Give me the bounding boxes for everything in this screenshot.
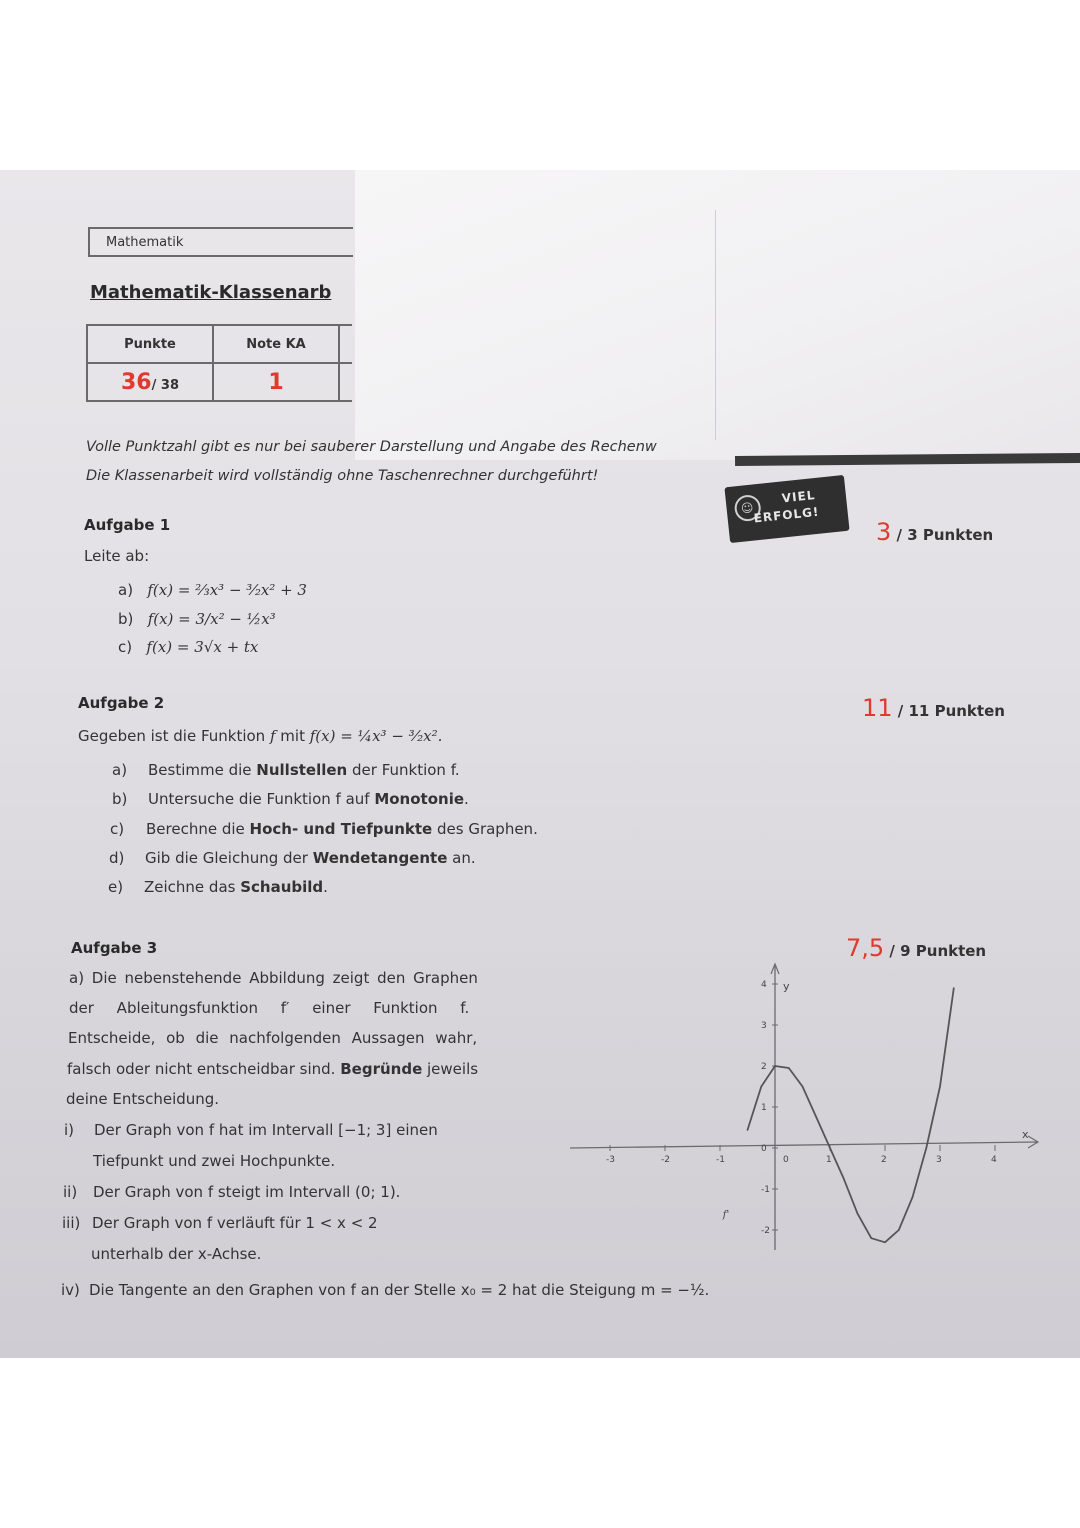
task2-intro: Gegeben ist die Funktion f mit f(x) = ¼x³ − ³⁄₂x². — [78, 727, 443, 745]
note-line-1: Volle Punktzahl gibt es nur bei sauberer Darstellung und Angabe des Rechenw — [86, 439, 657, 455]
task2-item-c: c) Berechne die Hoch- und Tiefpunkte des Graphen. — [110, 820, 538, 838]
task1-intro: Leite ab: — [84, 547, 150, 565]
exam-title: Mathematik-Klassenarb — [90, 282, 332, 303]
stamp-line-1: VIEL — [781, 488, 817, 506]
curve-point — [802, 1086, 804, 1088]
curve-point — [829, 1147, 831, 1149]
task3-statement-i-cont: Tiefpunkt und zwei Hochpunkte. — [93, 1152, 336, 1170]
curve-point — [788, 1067, 790, 1069]
curve-point — [760, 1086, 762, 1088]
curve-point — [843, 1178, 845, 1180]
y-tick-label: 3 — [761, 1021, 767, 1031]
x-tick-label: -1 — [716, 1155, 725, 1165]
task2-item-d: d) Gib die Gleichung der Wendetangente an. — [109, 849, 476, 867]
x-tick-label: -2 — [661, 1155, 670, 1165]
task1-item-a: a) f(x) = ⅔x³ − ³⁄₂x² + 3 — [118, 581, 307, 599]
task3-text-4: falsch oder nicht entscheidbar sind. Begründe jeweils — [67, 1060, 479, 1078]
task2-points-label: / 11 Punkten — [897, 702, 1005, 720]
task3-text-5: deine Entscheidung. — [66, 1090, 220, 1108]
x-tick-label: 0 — [783, 1155, 789, 1165]
subject-label: Mathematik — [106, 235, 184, 250]
task3-statement-i: i) Der Graph von f hat im Intervall [−1; 3] einen — [64, 1121, 438, 1139]
task1-item-b: b) f(x) = 3/x² − ½x³ — [118, 610, 276, 628]
task3-title: Aufgabe 3 — [71, 939, 158, 957]
x-tick-label: 4 — [991, 1155, 997, 1165]
grade-cell — [213, 363, 339, 401]
x-tick-label: 2 — [881, 1155, 887, 1165]
grade-written: 1 — [268, 369, 284, 395]
points-header: Punkte — [87, 325, 213, 363]
curve-point — [815, 1116, 817, 1118]
curve-label: f' — [722, 1209, 730, 1221]
task2-item-b: b) Untersuche die Funktion f auf Monotonie. — [112, 790, 469, 808]
derivative-graph — [560, 950, 1060, 1260]
task3-statement-iii-cont: unterhalb der x-Achse. — [91, 1245, 262, 1263]
x-tick-label: 1 — [826, 1155, 832, 1165]
curve-point — [898, 1229, 900, 1231]
points-cell — [87, 363, 213, 401]
paper-glare — [355, 170, 1080, 460]
task2-item-e: e) Zeichne das Schaubild. — [108, 878, 328, 896]
y-tick-label: 4 — [761, 980, 767, 990]
y-tick-label: 2 — [761, 1062, 767, 1072]
curve-point — [870, 1237, 872, 1239]
task3-statement-iv: iv) Die Tangente an den Graphen von f an der Stelle x₀ = 2 hat die Steigung m = −½. — [61, 1281, 710, 1299]
task2-points — [862, 694, 1005, 722]
task1-title: Aufgabe 1 — [84, 516, 171, 534]
curve-fprime — [748, 988, 954, 1242]
task3-text-1: a) Die nebenstehende Abbildung zeigt den Graphen — [69, 969, 478, 987]
curve-point — [925, 1147, 927, 1149]
curve-point — [912, 1196, 914, 1198]
curve-point — [857, 1213, 859, 1215]
exam-sheet-photo — [0, 170, 1080, 1358]
task2-title: Aufgabe 2 — [78, 694, 165, 712]
smiley-icon: ☺ — [733, 494, 762, 523]
paper-edge-shadow — [735, 453, 1080, 466]
x-axis — [570, 1142, 1038, 1148]
score-table — [86, 324, 352, 402]
y-tick-label: 0 — [761, 1144, 767, 1154]
curve-point — [774, 1065, 776, 1067]
curve-point — [953, 987, 955, 989]
x-tick-label: 3 — [936, 1155, 942, 1165]
y-axis-label: y — [783, 980, 790, 993]
task1-points-label: / 3 Punkten — [896, 526, 994, 544]
task2-points-written: 11 — [862, 694, 893, 722]
paper-fold-line — [715, 210, 716, 440]
task3-statement-iii: iii) Der Graph von f verläuft für 1 < x < 2 — [62, 1214, 378, 1232]
task2-item-a: a) Bestimme die Nullstellen der Funktion f. — [112, 761, 460, 779]
curve-point — [939, 1086, 941, 1088]
task3-statement-ii: ii) Der Graph von f steigt im Intervall (0; 1). — [63, 1183, 401, 1201]
points-written: 36 — [121, 369, 152, 395]
task1-item-c: c) f(x) = 3√x + tx — [118, 638, 259, 656]
x-tick-label: -3 — [606, 1155, 615, 1165]
good-luck-stamp — [724, 475, 849, 543]
stamp-line-2: ERFOLG! — [753, 504, 820, 526]
y-tick-label: -1 — [761, 1185, 770, 1195]
subject-field — [88, 227, 353, 257]
points-total: / 38 — [151, 377, 179, 393]
y-tick-label: -2 — [761, 1226, 770, 1236]
task3-points-label: / 9 Punkten — [889, 942, 987, 960]
y-tick-label: 1 — [761, 1103, 767, 1113]
grade-header: Note KA — [213, 325, 339, 363]
curve-point — [747, 1129, 749, 1131]
task3-text-2: der Ableitungsfunktion f′ einer Funktion f. — [69, 999, 470, 1017]
task3-points-written: 7,5 — [846, 934, 885, 962]
task1-points-written: 3 — [876, 518, 892, 546]
curve-point — [884, 1242, 886, 1244]
task1-points — [876, 518, 993, 546]
note-line-2: Die Klassenarbeit wird vollständig ohne Taschenrechner durchgeführt! — [86, 468, 599, 484]
task3-text-3: Entscheide, ob die nachfolgenden Aussagen wahr, — [68, 1029, 478, 1047]
x-axis-label: x — [1022, 1128, 1029, 1141]
